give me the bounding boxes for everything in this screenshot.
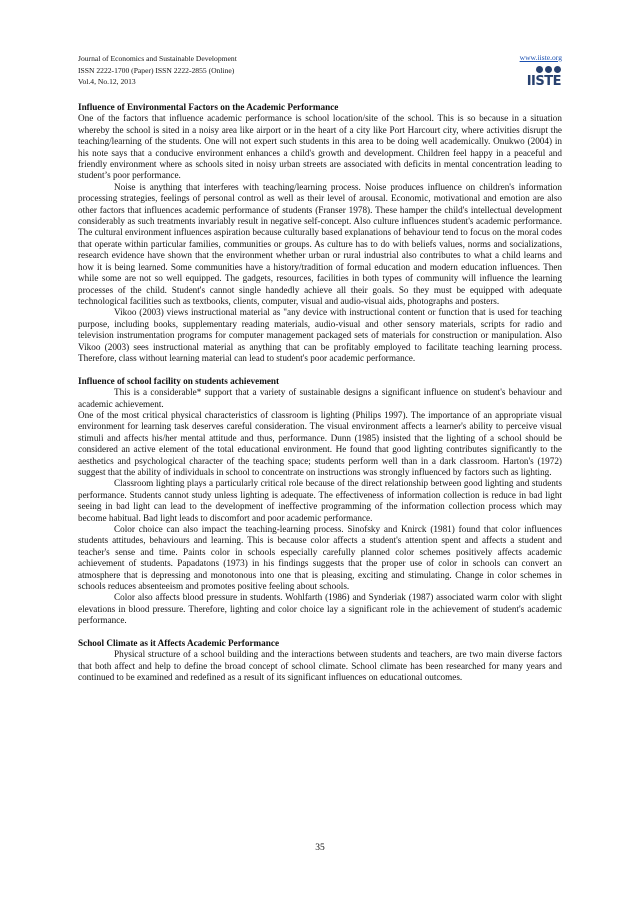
spacer xyxy=(78,364,562,375)
paragraph: Physical structure of a school building and the interactions between students and teachers, are two main diverse factors that both affect and help to define the broad concept of school climate. School climate has been researched for many years and continued to be examined and redefined as a result of its significant influences on educational outcomes. xyxy=(78,649,562,683)
paragraph: Vikoo (2003) views instructional material as "any device with instructional content or function that is used for teaching purpose, including books, supplementary reading materials, audio-visual and other sensory materials, scripts for radio and television instrumentation programs for computer management packaged sets of materials for construction or manipulation. Also Vikoo (2003) sees instructional material as anything that can be profitably employed to facilitate teaching learning process. Therefore, class without learning material can lead to student's poor academic performance. xyxy=(78,307,562,363)
journal-header xyxy=(78,53,562,93)
article-body xyxy=(78,102,562,684)
section-heading: Influence of school facility on students achievement xyxy=(78,375,280,386)
paragraph: One of the factors that influence academic performance is school location/site of the school. This is so because in a situation whereby the school is sited in a noisy area like airport or in the heart of a city like Port Harcourt city, where activities disrupt the teaching/learning of the students. One will not expert such students in this area to be doing well academically. Onukwo (2004) in his note says that a conducive environment enhances a child's growth and development. Children feel happy in a peaceful and friendly environment where as schools sited in noisy urban streets are associated with deficits in mental concentration leading to student’s poor performance. xyxy=(78,113,562,181)
paragraph: Color also affects blood pressure in students. Wohlfarth (1986) and Synderiak (1987) associated warm color with slight elevations in blood pressure. Therefore, lighting and color choice lay a significant role in the achievement of student's academic performance. xyxy=(78,592,562,626)
paragraph: One of the most critical physical characteristics of classroom is lighting (Philips 1997). The importance of an appropriate visual environment for learning task deserves careful consideration. The visual environment affects a learner's ability to perceive visual stimuli and affects his/her mental attitude and thus, performance. Dunn (1985) insisted that the lighting of a school should be considered an active element of the total educational environment. He found that good lighting contributes significantly to the aesthetics and psychological character of the teaching space; students perform well than in a dark classroom. Harton's (1972) suggest that the ability of individuals in school to concentrate on instructions was strongly influenced by factors such as lighting. xyxy=(78,409,562,477)
journal-issn: ISSN 2222-1700 (Paper) ISSN 2222-2855 (Online) xyxy=(78,65,235,75)
iiste-logo xyxy=(521,66,561,92)
paragraph: Noise is anything that interferes with teaching/learning process. Noise produces influence on children's information processing strategies, feelings of personal control as well as their level of arousal. Economic, motivational and emotion are also other factors that influences academic performance of students (Franser 1978). These hamper the child's intellectual development considerably as such treatments invariably result in negative self-concept. Also culture influences student's academic performance. The cultural environment influences aspiration because culturally based explanations of behaviour tend to focus on the moral codes that operate within particular families, communities or groups. As culture has to do with beliefs values, norms and socializations, research evidence have shown that the environment whether urban or rural industrial also contributes to what a child learns and how it is being learned. Some communities have a history/tradition of formal education and modern education influences. Then while some are not so well equipped. The gadgets, resources, facilities in both types of community will influence the learning processes of the child. Student's cannot single handedly achieve all their goals. So they must be equipped with adequate technological facilities such as textbooks, clients, computer, visual and audio-visual aids, photographs and posters. xyxy=(78,181,562,306)
logo-text: IISTE xyxy=(526,74,561,89)
spacer xyxy=(78,627,562,638)
paragraph: Color choice can also impact the teaching-learning process. Sinofsky and Knirck (1981) found that color influences students attitudes, behaviours and learning. This is because color affects a student's attention spent and affects a student and teacher's sense and time. Paints color in schools especially carefully planned color schemes positively affects academic achievement of students. Papadatons (1973) in his findings suggests that the proper use of color in schools can convert an atmosphere that is depressing and monotonous into one that is pleasing, exciting and stimulating. Change in color schemes in schools reduces absenteeism and promotes positive feeling about schools. xyxy=(78,524,562,592)
paragraph: This is a considerable* support that a variety of sustainable designs a significant influence on student's behaviour and academic achievement. xyxy=(78,387,562,409)
journal-title: Journal of Economics and Sustainable Development xyxy=(78,54,237,63)
journal-volume: Vol.4, No.12, 2013 xyxy=(78,77,136,87)
page-number: 35 xyxy=(315,843,325,853)
journal-url-link[interactable]: www.iiste.org xyxy=(519,53,562,62)
paragraph: Classroom lighting plays a particularly critical role because of the direct relationship between good lighting and students performance. Students cannot study unless lighting is adequate. The effectiveness of information collection is reduce in bad light seeing in bad light can lead to the development of ineffective programming of the information collection process which may become habitual. Bad light leads to discomfort and poor academic performance. xyxy=(78,478,562,523)
logo-dots-icon xyxy=(521,66,561,74)
section-heading: School Climate as it Affects Academic Performance xyxy=(78,638,280,649)
section-heading: Influence of Environmental Factors on the Academic Performance xyxy=(78,102,339,112)
